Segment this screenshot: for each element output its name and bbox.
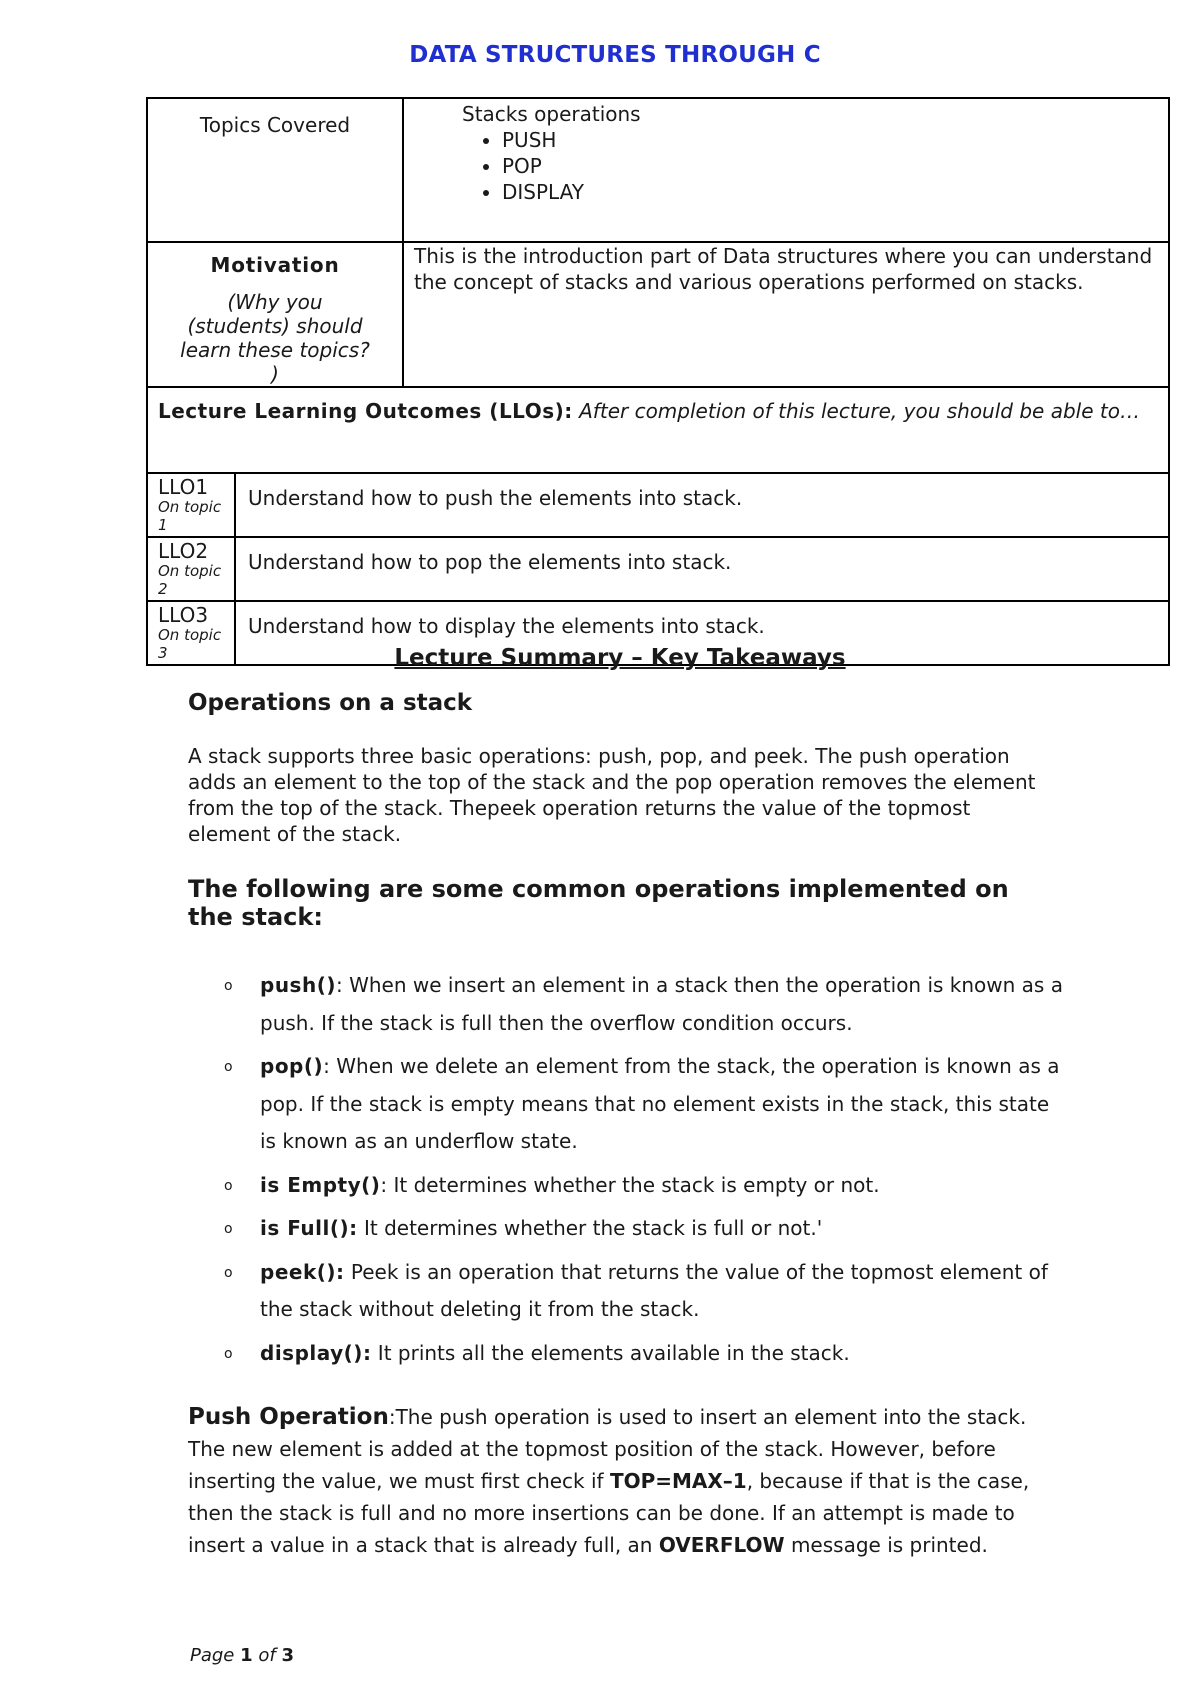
- push-text-3: message is printed.: [784, 1533, 988, 1557]
- llo-row: [147, 537, 1169, 601]
- push-text-1: :The push operation is used to insert an element into the stack. The new element is added at the topmost position of the stack. However, before inserting the value, we must first check if: [188, 1405, 1027, 1493]
- operation-name: pop(): [260, 1054, 324, 1078]
- llo-heading-bold: Lecture Learning Outcomes (LLOs):: [158, 399, 573, 423]
- operation-item: [188, 1167, 1068, 1205]
- motivation-text: This is the introduction part of Data structures where you can understand the concept of stacks and various operations performed on stacks.: [403, 242, 1169, 387]
- topics-value: [403, 98, 1169, 242]
- hollow-bullet-icon: o: [224, 1221, 233, 1237]
- footer-page-number: 1: [240, 1645, 253, 1666]
- llo-heading: [147, 387, 1169, 473]
- push-operation-title: Push Operation: [188, 1404, 389, 1430]
- llo-topic: On topic 2: [158, 562, 222, 598]
- llo-text: Understand how to pop the elements into stack.: [235, 537, 1169, 601]
- llo-text: Understand how to display the elements into stack.: [235, 601, 1169, 665]
- footer-page-total: 3: [281, 1645, 295, 1666]
- operations-list: [188, 967, 1068, 1378]
- section-heading: Operations on a stack: [188, 690, 473, 716]
- topic-item: • PUSH: [502, 127, 1168, 153]
- push-operation-paragraph: [188, 1401, 1068, 1561]
- operation-item: [188, 1254, 1068, 1329]
- push-bold-condition: TOP=MAX–1: [609, 1469, 747, 1493]
- motivation-label: Motivation: [210, 253, 340, 277]
- operation-item: [188, 1335, 1068, 1373]
- motivation-row: [147, 242, 1169, 387]
- llo-topic: On topic 1: [158, 498, 222, 534]
- llo-code: LLO2: [158, 539, 209, 563]
- llo-code: LLO3: [158, 603, 209, 627]
- operation-desc: It determines whether the stack is full or not.': [357, 1216, 823, 1240]
- operation-desc: : When we delete an element from the stack, the operation is known as a pop. If the stack is empty means that no element exists in the stack, this state is known as an underflow state.: [260, 1054, 1060, 1153]
- llo-code: LLO1: [158, 475, 209, 499]
- topics-list: [462, 127, 1168, 205]
- llo-heading-italic: After completion of this lecture, you should be able to…: [579, 399, 1140, 423]
- motivation-sublabel: (Why you (students) should learn these topics? ): [180, 290, 370, 386]
- llo-text: Understand how to push the elements into stack.: [235, 473, 1169, 537]
- topic-item: • DISPLAY: [502, 179, 1168, 205]
- document-title: DATA STRUCTURES THROUGH C: [409, 42, 821, 68]
- operation-name: push(): [260, 973, 336, 997]
- common-operations-heading: The following are some common operations implemented on the stack:: [188, 875, 1009, 931]
- footer-of-word: of: [258, 1645, 276, 1666]
- topics-row: [147, 98, 1169, 242]
- operation-name: peek():: [260, 1259, 345, 1284]
- hollow-bullet-icon: o: [224, 1264, 233, 1281]
- hollow-bullet-icon: o: [224, 978, 233, 994]
- llo-id-cell: [147, 473, 235, 537]
- operation-item: [188, 1048, 1068, 1161]
- hollow-bullet-icon: o: [224, 1059, 233, 1075]
- motivation-label-cell: [147, 242, 403, 387]
- operation-desc: : When we insert an element in a stack then the operation is known as a push. If the stack is full then the overflow condition occurs.: [260, 973, 1063, 1035]
- llo-row: [147, 473, 1169, 537]
- footer-page-word: Page: [190, 1645, 235, 1666]
- llo-heading-row: [147, 387, 1169, 473]
- hollow-bullet-icon: o: [224, 1177, 233, 1194]
- topics-intro: Stacks operations: [462, 102, 641, 126]
- operation-desc: Peek is an operation that returns the value of the topmost element of the stack without deleting it from the stack.: [260, 1259, 1048, 1321]
- lecture-info-table: [146, 97, 1170, 666]
- llo-topic: On topic 3: [158, 626, 222, 662]
- hollow-bullet-icon: o: [224, 1345, 233, 1362]
- operation-name: display():: [260, 1340, 372, 1365]
- push-bold-overflow: OVERFLOW: [658, 1533, 785, 1557]
- operation-name: is Empty(): [260, 1172, 381, 1197]
- page-footer: [190, 1645, 294, 1666]
- intro-paragraph: A stack supports three basic operations: push, pop, and peek. The push operation adds an element to the top of the stack and the pop operation removes the element from the top of the stack. Thepeek operation returns the value of the topmost element of the stack.: [188, 744, 1036, 846]
- llo-id-cell: [147, 537, 235, 601]
- summary-title: Lecture Summary – Key Takeaways: [394, 645, 846, 671]
- operation-desc: It prints all the elements available in the stack.: [371, 1340, 850, 1365]
- operation-name: is Full():: [260, 1216, 358, 1240]
- operation-desc: : It determines whether the stack is empty or not.: [380, 1172, 880, 1197]
- topics-label: Topics Covered: [147, 98, 403, 242]
- operation-item: [188, 1210, 1068, 1248]
- topic-item: • POP: [502, 153, 1168, 179]
- operation-item: [188, 967, 1068, 1042]
- push-text-2: , because if that is the case, then the stack is full and no more insertions can be done. If an attempt is made to insert a value in a stack that is already full, an: [188, 1469, 1030, 1557]
